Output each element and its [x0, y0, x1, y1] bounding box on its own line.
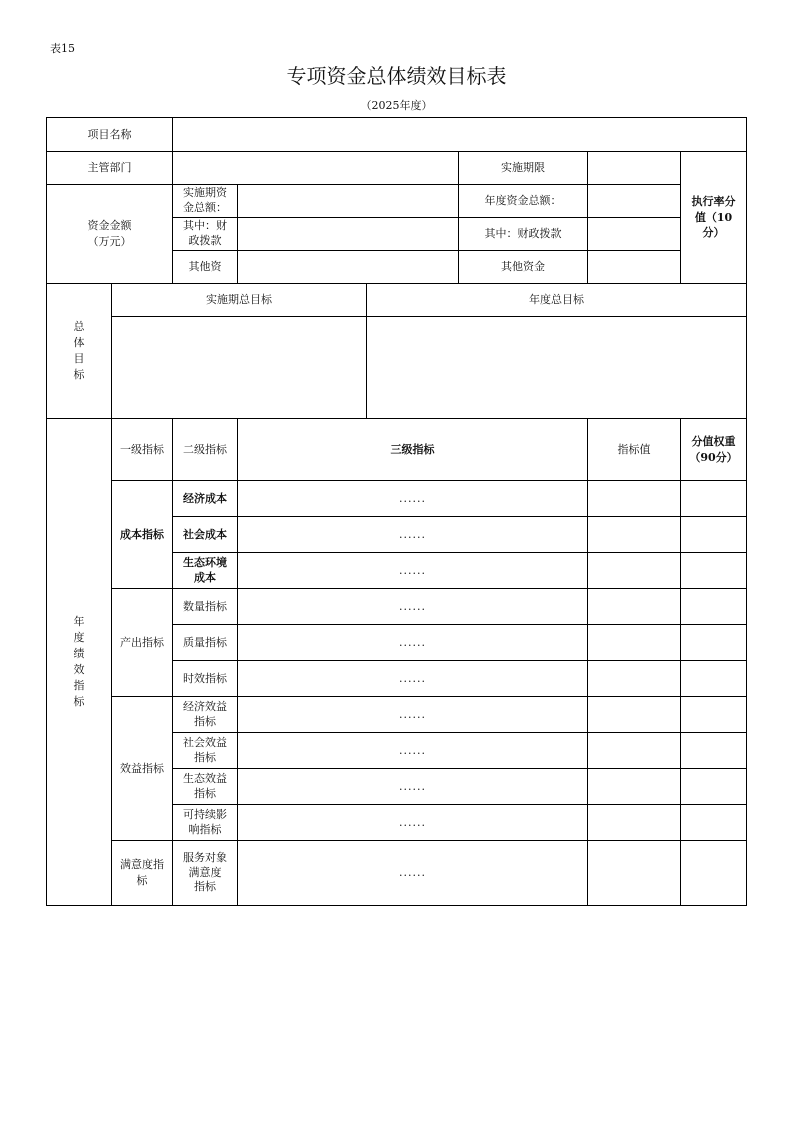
- table-row: [47, 841, 747, 906]
- table-row: [47, 589, 747, 625]
- value-cell[interactable]: [588, 589, 681, 625]
- performance-goal-table: [46, 117, 747, 906]
- level3-cell[interactable]: ......: [238, 733, 588, 769]
- weight-cell[interactable]: [681, 481, 747, 517]
- level3-cell[interactable]: ......: [238, 841, 588, 906]
- annual-other-label: 其他资金: [459, 251, 588, 284]
- period-label: 实施期限: [459, 152, 588, 185]
- level3-cell[interactable]: ......: [238, 625, 588, 661]
- value-cell[interactable]: [588, 769, 681, 805]
- level2-cell: 生态效益 指标: [173, 769, 238, 805]
- benefit-indicator-label: 效益指标: [112, 697, 173, 841]
- col-level1-header: 一级指标: [112, 419, 173, 481]
- weight-cell[interactable]: [681, 625, 747, 661]
- annual-indicators-label: 年 度 绩 效 指 标: [47, 419, 112, 906]
- level3-cell[interactable]: ......: [238, 553, 588, 589]
- value-cell[interactable]: [588, 805, 681, 841]
- row-funds-total: [47, 185, 747, 218]
- annual-other-field[interactable]: [588, 251, 681, 284]
- level2-cell: 质量指标: [173, 625, 238, 661]
- value-cell[interactable]: [588, 517, 681, 553]
- level2-cell: 经济效益 指标: [173, 697, 238, 733]
- period-total-field[interactable]: [238, 185, 459, 218]
- level2-cell: 社会成本: [173, 517, 238, 553]
- row-goal-content: [47, 317, 747, 419]
- annual-total-field[interactable]: [588, 185, 681, 218]
- period-total-label: 实施期资 金总额：: [173, 185, 238, 218]
- row-indicator-headers: [47, 419, 747, 481]
- row-project-name: [47, 118, 747, 152]
- overall-goal-label: 总 体 目 标: [47, 284, 112, 419]
- annual-goal-field[interactable]: [367, 317, 747, 419]
- annual-total-label: 年度资金总额：: [459, 185, 588, 218]
- value-cell[interactable]: [588, 841, 681, 906]
- period-fiscal-field[interactable]: [238, 218, 459, 251]
- year-subtitle: （2025年度）: [360, 99, 433, 112]
- table-number: 表15: [50, 42, 75, 55]
- weight-cell[interactable]: [681, 805, 747, 841]
- level2-cell: 经济成本: [173, 481, 238, 517]
- col-level3-header: 三级指标: [238, 419, 588, 481]
- level2-cell: 时效指标: [173, 661, 238, 697]
- weight-cell[interactable]: [681, 661, 747, 697]
- weight-cell[interactable]: [681, 841, 747, 906]
- project-name-label: 项目名称: [47, 118, 173, 152]
- level3-cell[interactable]: ......: [238, 661, 588, 697]
- level3-cell[interactable]: ......: [238, 769, 588, 805]
- department-field[interactable]: [173, 152, 459, 185]
- value-cell[interactable]: [588, 625, 681, 661]
- level2-cell: 服务对象 满意度 指标: [173, 841, 238, 906]
- page-title: 专项资金总体绩效目标表: [286, 64, 507, 88]
- exec-rate-label: 执行率分 值（10 分）: [681, 152, 747, 284]
- annual-fiscal-label: 其中：财政拨款: [459, 218, 588, 251]
- output-indicator-label: 产出指标: [112, 589, 173, 697]
- annual-fiscal-field[interactable]: [588, 218, 681, 251]
- weight-cell[interactable]: [681, 697, 747, 733]
- level2-cell: 社会效益 指标: [173, 733, 238, 769]
- period-goal-label: 实施期总目标: [112, 284, 367, 317]
- funds-label: 资金金额 （万元）: [47, 185, 173, 284]
- col-weight-header: 分值权重 （90分）: [681, 419, 747, 481]
- period-other-label: 其他资: [173, 251, 238, 284]
- level3-cell[interactable]: ......: [238, 517, 588, 553]
- level3-cell[interactable]: ......: [238, 481, 588, 517]
- level2-cell: 可持续影 响指标: [173, 805, 238, 841]
- value-cell[interactable]: [588, 553, 681, 589]
- table-row: [47, 697, 747, 733]
- satisfaction-indicator-label: 满意度指 标: [112, 841, 173, 906]
- weight-cell[interactable]: [681, 553, 747, 589]
- row-department: [47, 152, 747, 185]
- annual-goal-label: 年度总目标: [367, 284, 747, 317]
- col-value-header: 指标值: [588, 419, 681, 481]
- weight-cell[interactable]: [681, 733, 747, 769]
- level2-cell: 生态环境 成本: [173, 553, 238, 589]
- value-cell[interactable]: [588, 661, 681, 697]
- row-goal-headers: [47, 284, 747, 317]
- period-fiscal-label: 其中：财 政拨款: [173, 218, 238, 251]
- weight-cell[interactable]: [681, 517, 747, 553]
- project-name-field[interactable]: [173, 118, 747, 152]
- value-cell[interactable]: [588, 697, 681, 733]
- weight-cell[interactable]: [681, 589, 747, 625]
- period-other-field[interactable]: [238, 251, 459, 284]
- level3-cell[interactable]: ......: [238, 805, 588, 841]
- department-label: 主管部门: [47, 152, 173, 185]
- level3-cell[interactable]: ......: [238, 697, 588, 733]
- table-row: [47, 481, 747, 517]
- col-level2-header: 二级指标: [173, 419, 238, 481]
- weight-cell[interactable]: [681, 769, 747, 805]
- level3-cell[interactable]: ......: [238, 589, 588, 625]
- value-cell[interactable]: [588, 733, 681, 769]
- period-field[interactable]: [588, 152, 681, 185]
- level2-cell: 数量指标: [173, 589, 238, 625]
- value-cell[interactable]: [588, 481, 681, 517]
- period-goal-field[interactable]: [112, 317, 367, 419]
- cost-indicator-label: 成本指标: [112, 481, 173, 589]
